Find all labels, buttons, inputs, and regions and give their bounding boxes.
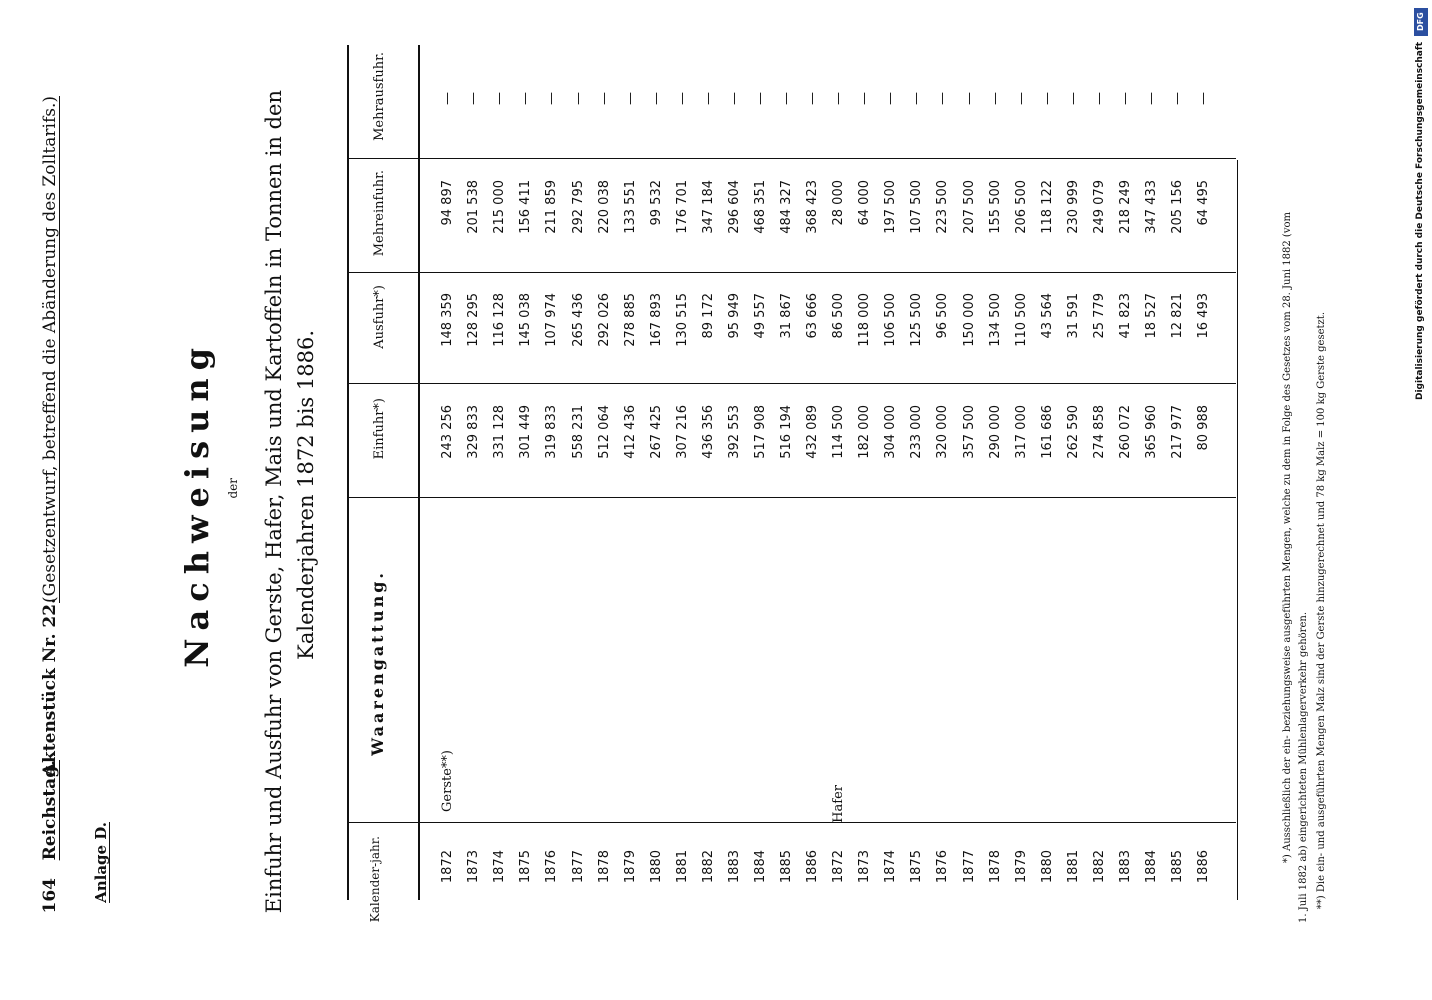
table-cell-mehrausfuhr: — bbox=[622, 92, 638, 105]
table-cell-einfuhr: 392 553 bbox=[727, 405, 743, 459]
col-divider-2 bbox=[348, 497, 1236, 498]
table-cell-mehrausfuhr: — bbox=[779, 92, 795, 105]
table-cell-mehrausfuhr: — bbox=[1144, 92, 1160, 105]
aktenstueck-label: Aktenstück Nr. 22. bbox=[40, 598, 60, 777]
table-cell-year: 1886 bbox=[805, 850, 821, 884]
table-cell-mehreinfuhr: 99 532 bbox=[648, 180, 664, 226]
table-cell-einfuhr: 304 000 bbox=[883, 405, 899, 459]
table-cell-mehrausfuhr: — bbox=[1170, 92, 1186, 105]
table-cell-mehrausfuhr: — bbox=[883, 92, 899, 105]
table-cell-mehrausfuhr: — bbox=[805, 92, 821, 105]
table-cell-mehreinfuhr: 155 500 bbox=[987, 180, 1003, 234]
table-cell-mehreinfuhr: 223 500 bbox=[935, 180, 951, 234]
table-cell-year: 1872 bbox=[831, 850, 846, 884]
table-cell-einfuhr: 260 072 bbox=[1118, 405, 1134, 459]
table-cell-einfuhr: 301 449 bbox=[518, 405, 534, 459]
table-cell-einfuhr: 114 500 bbox=[831, 405, 846, 459]
table-cell-mehreinfuhr: 220 038 bbox=[596, 180, 612, 234]
table-cell-einfuhr: 331 128 bbox=[492, 405, 508, 459]
table-cell-ausfuhr: 49 557 bbox=[753, 293, 769, 339]
table-cell-mehreinfuhr: 197 500 bbox=[883, 180, 899, 234]
table-cell-einfuhr: 267 425 bbox=[648, 405, 664, 459]
table-cell-year: 1875 bbox=[518, 850, 534, 884]
table-cell-einfuhr: 357 500 bbox=[961, 405, 977, 459]
table-cell-einfuhr: 365 960 bbox=[1144, 405, 1160, 459]
table-cell-mehrausfuhr: — bbox=[518, 92, 534, 105]
table-cell-ausfuhr: 25 779 bbox=[1092, 293, 1107, 339]
table-cell-ausfuhr: 265 436 bbox=[570, 293, 586, 347]
table-cell-mehreinfuhr: 368 423 bbox=[805, 180, 821, 234]
table-cell-year: 1876 bbox=[935, 850, 951, 884]
table-cell-mehreinfuhr: 28 000 bbox=[831, 180, 846, 226]
table-cell-mehrausfuhr: — bbox=[987, 92, 1003, 105]
table-cell-mehrausfuhr: — bbox=[753, 92, 769, 105]
table-cell-ausfuhr: 16 493 bbox=[1196, 293, 1212, 339]
header-mehreinfuhr: Mehreinfuhr. bbox=[372, 170, 387, 257]
table-cell-mehreinfuhr: 118 122 bbox=[1039, 180, 1055, 234]
table-cell-ausfuhr: 41 823 bbox=[1118, 293, 1134, 339]
table-cell-einfuhr: 182 000 bbox=[857, 405, 873, 459]
document-subject: (Gesetzentwurf, betreffend die Abänderung des Zolltarifs.) bbox=[40, 96, 60, 603]
table-cell-year: 1879 bbox=[622, 850, 638, 884]
table-cell-mehrausfuhr: — bbox=[1065, 92, 1081, 105]
table-cell-year: 1881 bbox=[1065, 850, 1081, 884]
table-cell-mehrausfuhr: — bbox=[935, 92, 951, 105]
footnote-1-line-2: 1. Juli 1882 ab) eingerichteten Mühlenlagerverkehr gehören. bbox=[1298, 612, 1309, 923]
table-cell-ausfuhr: 116 128 bbox=[492, 293, 508, 347]
table-cell-mehreinfuhr: 205 156 bbox=[1170, 180, 1186, 234]
table-cell-year: 1873 bbox=[857, 850, 873, 884]
table-cell-year: 1875 bbox=[909, 850, 925, 884]
table-cell-ausfuhr: 31 867 bbox=[779, 293, 795, 339]
table-cell-mehreinfuhr: 207 500 bbox=[961, 180, 977, 234]
table-cell-mehreinfuhr: 230 999 bbox=[1065, 180, 1081, 234]
table-cell-einfuhr: 274 858 bbox=[1092, 405, 1107, 459]
table-cell-einfuhr: 512 064 bbox=[596, 405, 612, 459]
table-cell-mehrausfuhr: — bbox=[909, 92, 925, 105]
table-cell-ausfuhr: 145 038 bbox=[518, 293, 534, 347]
table-cell-einfuhr: 517 908 bbox=[753, 405, 769, 459]
table-cell-mehreinfuhr: 218 249 bbox=[1118, 180, 1134, 234]
title-der: der bbox=[226, 478, 240, 499]
table-top-rule bbox=[347, 45, 349, 900]
table-cell-mehrausfuhr: — bbox=[1118, 92, 1134, 105]
table-cell-year: 1884 bbox=[753, 850, 769, 884]
col-divider-5 bbox=[348, 158, 1236, 159]
table-cell-ausfuhr: 31 591 bbox=[1065, 293, 1081, 339]
table-cell-mehrausfuhr: — bbox=[544, 92, 560, 105]
table-cell-mehrausfuhr: — bbox=[596, 92, 612, 105]
table-cell-mehrausfuhr: — bbox=[492, 92, 508, 105]
table-cell-year: 1881 bbox=[674, 850, 690, 884]
header-ausfuhr: Ausfuhr*) bbox=[372, 285, 387, 349]
table-cell-mehreinfuhr: 107 500 bbox=[909, 180, 925, 234]
col-divider-4 bbox=[348, 272, 1236, 273]
group-label-hafer: Hafer bbox=[831, 785, 846, 823]
table-cell-year: 1885 bbox=[779, 850, 795, 884]
footnote-1-line-1: *) Ausschließlich der ein- beziehungsweise ausgeführten Mengen, welche zu dem in Folge des Gesetzes vom 28. Juni 1882 (vom bbox=[1282, 212, 1293, 864]
table-cell-einfuhr: 80 988 bbox=[1196, 405, 1212, 451]
table-cell-mehreinfuhr: 249 079 bbox=[1092, 180, 1107, 234]
table-cell-year: 1886 bbox=[1196, 850, 1212, 884]
table-cell-ausfuhr: 63 666 bbox=[805, 293, 821, 339]
table-cell-year: 1878 bbox=[596, 850, 612, 884]
table-cell-einfuhr: 243 256 bbox=[440, 405, 455, 459]
group-label-gerste: Gerste**) bbox=[440, 750, 455, 812]
table-cell-mehrausfuhr: — bbox=[1013, 92, 1029, 105]
anlage-label: Anlage D. bbox=[92, 822, 110, 903]
table-cell-mehreinfuhr: 468 351 bbox=[753, 180, 769, 234]
table-cell-mehrausfuhr: — bbox=[1196, 92, 1212, 105]
table-cell-year: 1885 bbox=[1170, 850, 1186, 884]
table-cell-mehrausfuhr: — bbox=[857, 92, 873, 105]
table-cell-year: 1877 bbox=[570, 850, 586, 884]
table-cell-mehreinfuhr: 176 701 bbox=[674, 180, 690, 234]
header-waarengattung: Waarengattung. bbox=[368, 570, 387, 756]
dfg-logo: DFG bbox=[1414, 8, 1428, 36]
table-cell-einfuhr: 412 436 bbox=[622, 405, 638, 459]
footnote-2: **) Die ein- und ausgeführten Mengen Malz sind der Gerste hinzugerechnet und 78 kg Malz = 100 kg Gerste gesetzt. bbox=[1316, 312, 1327, 910]
title-line-1: Einfuhr und Ausfuhr von Gerste, Hafer, Mais und Kartoffeln in Tonnen in den bbox=[262, 90, 286, 914]
table-cell-einfuhr: 329 833 bbox=[466, 405, 482, 459]
table-cell-mehrausfuhr: — bbox=[1092, 92, 1107, 105]
table-cell-year: 1877 bbox=[961, 850, 977, 884]
table-cell-einfuhr: 217 977 bbox=[1170, 405, 1186, 459]
table-cell-ausfuhr: 148 359 bbox=[440, 293, 455, 347]
table-cell-ausfuhr: 292 026 bbox=[596, 293, 612, 347]
table-cell-mehreinfuhr: 206 500 bbox=[1013, 180, 1029, 234]
table-cell-mehreinfuhr: 133 551 bbox=[622, 180, 638, 234]
table-cell-ausfuhr: 95 949 bbox=[727, 293, 743, 339]
table-cell-mehreinfuhr: 292 795 bbox=[570, 180, 586, 234]
table-cell-mehrausfuhr: — bbox=[648, 92, 664, 105]
table-cell-einfuhr: 290 000 bbox=[987, 405, 1003, 459]
table-cell-year: 1874 bbox=[883, 850, 899, 884]
title-line-2: Kalenderjahren 1872 bis 1886. bbox=[294, 330, 318, 660]
table-bottom-rule bbox=[1237, 160, 1238, 900]
header-einfuhr: Einfuhr*) bbox=[372, 398, 387, 460]
table-cell-ausfuhr: 278 885 bbox=[622, 293, 638, 347]
table-cell-mehreinfuhr: 484 327 bbox=[779, 180, 795, 234]
table-cell-year: 1873 bbox=[466, 850, 482, 884]
table-cell-mehreinfuhr: 347 433 bbox=[1144, 180, 1160, 234]
col-divider-1 bbox=[348, 822, 1236, 823]
table-cell-year: 1883 bbox=[727, 850, 743, 884]
table-cell-year: 1879 bbox=[1013, 850, 1029, 884]
table-cell-ausfuhr: 118 000 bbox=[857, 293, 873, 347]
table-cell-year: 1874 bbox=[492, 850, 508, 884]
table-cell-einfuhr: 436 356 bbox=[701, 405, 716, 459]
table-cell-ausfuhr: 106 500 bbox=[883, 293, 899, 347]
table-cell-ausfuhr: 18 527 bbox=[1144, 293, 1160, 339]
table-cell-year: 1876 bbox=[544, 850, 560, 884]
table-cell-ausfuhr: 130 515 bbox=[674, 293, 690, 347]
table-cell-mehreinfuhr: 64 495 bbox=[1196, 180, 1212, 226]
table-cell-einfuhr: 319 833 bbox=[544, 405, 560, 459]
header-kalenderjahr: Kalender-jahr. bbox=[368, 836, 382, 923]
table-cell-mehrausfuhr: — bbox=[701, 92, 716, 105]
table-cell-year: 1882 bbox=[1092, 850, 1107, 884]
table-cell-mehrausfuhr: — bbox=[1039, 92, 1055, 105]
table-cell-mehreinfuhr: 347 184 bbox=[701, 180, 716, 234]
table-cell-einfuhr: 516 194 bbox=[779, 405, 795, 459]
table-cell-einfuhr: 233 000 bbox=[909, 405, 925, 459]
digitization-credit: Digitalisierung gefördert durch die Deutsche Forschungsgemeinschaft bbox=[1415, 41, 1425, 400]
table-cell-mehreinfuhr: 296 604 bbox=[727, 180, 743, 234]
table-cell-ausfuhr: 134 500 bbox=[987, 293, 1003, 347]
table-cell-ausfuhr: 86 500 bbox=[831, 293, 846, 339]
table-cell-einfuhr: 307 216 bbox=[674, 405, 690, 459]
table-cell-einfuhr: 161 686 bbox=[1039, 405, 1055, 459]
table-cell-mehrausfuhr: — bbox=[727, 92, 743, 105]
table-cell-mehreinfuhr: 94 897 bbox=[440, 180, 455, 226]
table-cell-mehrausfuhr: — bbox=[570, 92, 586, 105]
table-cell-einfuhr: 262 590 bbox=[1065, 405, 1081, 459]
table-cell-year: 1882 bbox=[701, 850, 716, 884]
table-cell-ausfuhr: 150 000 bbox=[961, 293, 977, 347]
table-cell-mehreinfuhr: 211 859 bbox=[544, 180, 560, 234]
table-cell-mehreinfuhr: 64 000 bbox=[857, 180, 873, 226]
table-cell-year: 1883 bbox=[1118, 850, 1134, 884]
table-cell-mehrausfuhr: — bbox=[831, 92, 846, 105]
table-cell-ausfuhr: 89 172 bbox=[701, 293, 716, 339]
table-cell-einfuhr: 558 231 bbox=[570, 405, 586, 459]
table-cell-year: 1872 bbox=[440, 850, 455, 884]
table-cell-year: 1878 bbox=[987, 850, 1003, 884]
table-cell-ausfuhr: 125 500 bbox=[909, 293, 925, 347]
table-cell-einfuhr: 432 089 bbox=[805, 405, 821, 459]
table-cell-ausfuhr: 107 974 bbox=[544, 293, 560, 347]
page-number: 164 bbox=[40, 878, 60, 914]
table-cell-mehrausfuhr: — bbox=[440, 92, 455, 105]
col-divider-3 bbox=[348, 383, 1236, 384]
table-cell-year: 1880 bbox=[1039, 850, 1055, 884]
table-cell-ausfuhr: 128 295 bbox=[466, 293, 482, 347]
table-cell-year: 1880 bbox=[648, 850, 664, 884]
table-cell-mehrausfuhr: — bbox=[466, 92, 482, 105]
header-mehrausfuhr: Mehrausfuhr. bbox=[372, 52, 387, 141]
page-title: Nachweisung bbox=[178, 340, 216, 668]
table-cell-ausfuhr: 12 821 bbox=[1170, 293, 1186, 339]
table-cell-ausfuhr: 167 893 bbox=[648, 293, 664, 347]
table-cell-year: 1884 bbox=[1144, 850, 1160, 884]
table-cell-einfuhr: 320 000 bbox=[935, 405, 951, 459]
reichstag-label: Reichstag. bbox=[40, 760, 60, 861]
table-cell-mehreinfuhr: 215 000 bbox=[492, 180, 508, 234]
table-header-rule bbox=[418, 45, 420, 900]
table-cell-ausfuhr: 110 500 bbox=[1013, 293, 1029, 347]
table-cell-ausfuhr: 96 500 bbox=[935, 293, 951, 339]
table-cell-mehreinfuhr: 201 538 bbox=[466, 180, 482, 234]
table-cell-ausfuhr: 43 564 bbox=[1039, 293, 1055, 339]
table-cell-einfuhr: 317 000 bbox=[1013, 405, 1029, 459]
table-cell-mehreinfuhr: 156 411 bbox=[518, 180, 534, 234]
table-cell-mehrausfuhr: — bbox=[674, 92, 690, 105]
table-cell-mehrausfuhr: — bbox=[961, 92, 977, 105]
